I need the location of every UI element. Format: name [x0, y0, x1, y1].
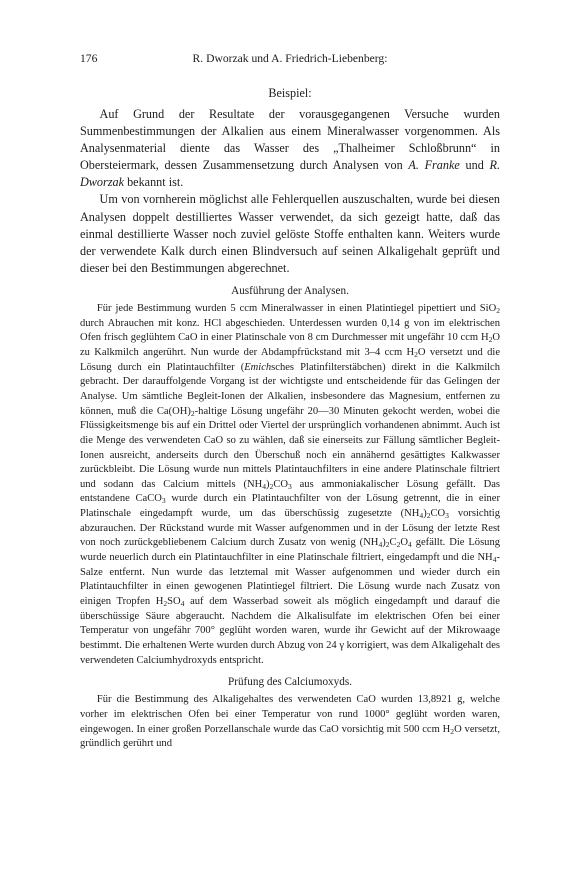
section-heading-pruefung: Prüfung des Calciumoxyds.	[228, 676, 352, 689]
section-ausfuehrung	[80, 285, 500, 668]
document-page	[80, 52, 500, 752]
section-beispiel	[80, 86, 500, 277]
author-emich: Emich	[244, 361, 272, 373]
paragraph-calcium-oxide-test: Für die Bestimmung des Alkaligehaltes des verwendeten CaO wurden 13,8921 g, welche vorher im elektrischen Ofen bei einer Temperatur von rund 1000° geglüht worden waren, eingewogen. In einer großen Porzellanschale wurde das CaO vorsichtig mit 500 ccm $H_2O$ versetzt, gründlich gerührt und	[80, 694, 500, 750]
paragraph-method-notes: Um von vornherein möglichst alle Fehlerquellen auszuschalten, wurde bei diesen Analysen doppelt destilliertes Wasser verwendet, da sich gezeigt hatte, daß das einmal destillierte Wasser noch zuviel gelöste Stoffe enthalten kann. Weiters wurde der verwendete Kalk durch einen Blindversuch auf seinen Alkaligehalt geprüft und dieser bei den Bestimmungen abgerechnet.	[80, 192, 500, 275]
section-heading-ausfuehrung: Ausführung der Analysen.	[231, 284, 349, 297]
author-franke: A. Franke	[408, 158, 460, 173]
section-heading-beispiel: Beispiel:	[268, 86, 312, 100]
running-title: R. Dworzak und A. Friedrich-Liebenberg:	[192, 52, 388, 65]
paragraph-procedure: Für jede Bestimmung wurden 5 ccm Mineralwasser in einen Platintiegel pipettiert und SiO$_2$ durch Abrauchen mit konz. HCl abgeschieden. Unterdessen wurden 0,14 g von im elektrischen Ofen frisch geglühtem CaO in einer Platinschale von 8 cm Durchmesser mit ungefähr 10 ccm $H_2O$ zu Kalkmilch angerührt. Nun wurde der Abdampfrückstand mit 3–4 ccm $H_2O$ versetzt und die Lösung durch ein Platintauchfilter (Emichsches Platinfilterstäbchen) direkt in die Kalkmilch gebracht. Der darauffolgende Vorgang ist der wichtigste und entscheidende für das Gelingen der Analyse. Um sämtliche Begleit-Ionen der Alkalien, insbesondere das Magnesium, entfernen zu können, muß die $Ca(OH)_2$-haltige Lösung ungefähr 20—30 Minuten gekocht werden, wobei die Flüssigkeitsmenge bis auf ein Drittel oder Viertel der ursprünglich vorhandenen abnimmt. Auch ist die Menge des verwendeten CaO so zu wählen, daß sie einerseits zur Fällung sämtlicher Begleit-Ionen ausreicht, anderseits durch den Überschuß noch ein annähernd gesättigtes Kalkwasser zurückbleibt. Die Lösung wurde nun mittels Platintauchfilters in eine andere Platinschale filtriert und sodann das Calcium mittels $(NH_4)_2CO_3$ aus ammoniakalischer Lösung gefällt. Das entstandene CaCO$_3$ wurde durch ein Platintauchfilter von der Lösung getrennt, die in einer Platinschale eingedampft wurde, um das überschüssig zugesetzte $(NH_4)_2CO_3$ vorsichtig abzurauchen. Der Rückstand wurde mit Wasser aufgenommen und in der Lösung der letzte Rest von noch zurückgebliebenem Calcium durch Zusatz von wenig $(NH_4)_2C_2O_4$ gefällt. Die Lösung wurde neuerlich durch ein Platintauchfilter in eine Platinschale filtriert, eingedampft und die $NH_4$-Salze entfernt. Nun wurde das letztemal mit Wasser aufgenommen und wieder durch ein Platintauchfilter in einen gewogenen Platintiegel filtriert. Die Lösung wurde nach Zusatz von einigen Tropfen $H_2SO_4$ auf dem Wasserbad soweit als möglich eingedampft und darauf die überschüssige Säure abgeraucht. Nachdem die Alkalisulfate im elektrischen Ofen bei einer Temperatur von ungefähr 700° geglüht worden waren, wurde ihr Gewicht auf der Mikrowaage bestimmt. Die erhaltenen Werte wurden durch Abzug von 24 γ korrigiert, was dem Alkaligehalt des verwendeten Calciumhydroxyds entspricht.	[80, 302, 501, 666]
author-dworzak: R. Dworzak	[80, 158, 501, 190]
page-header	[80, 52, 500, 68]
page-number: 176	[80, 52, 98, 65]
paragraph-intro: Auf Grund der Resultate der vorausgegangenen Versuche wurden Summenbestimmungen der Alkalien aus einem Mineralwasser vorgenommen. Als Analysenmaterial diente das Wasser des „Thalheimer Schloßbrunn“ in Obersteiermark, dessen Zusammensetzung durch Analysen von A. Franke und R. Dworzak bekannt ist.	[80, 107, 501, 190]
section-pruefung	[80, 676, 500, 752]
